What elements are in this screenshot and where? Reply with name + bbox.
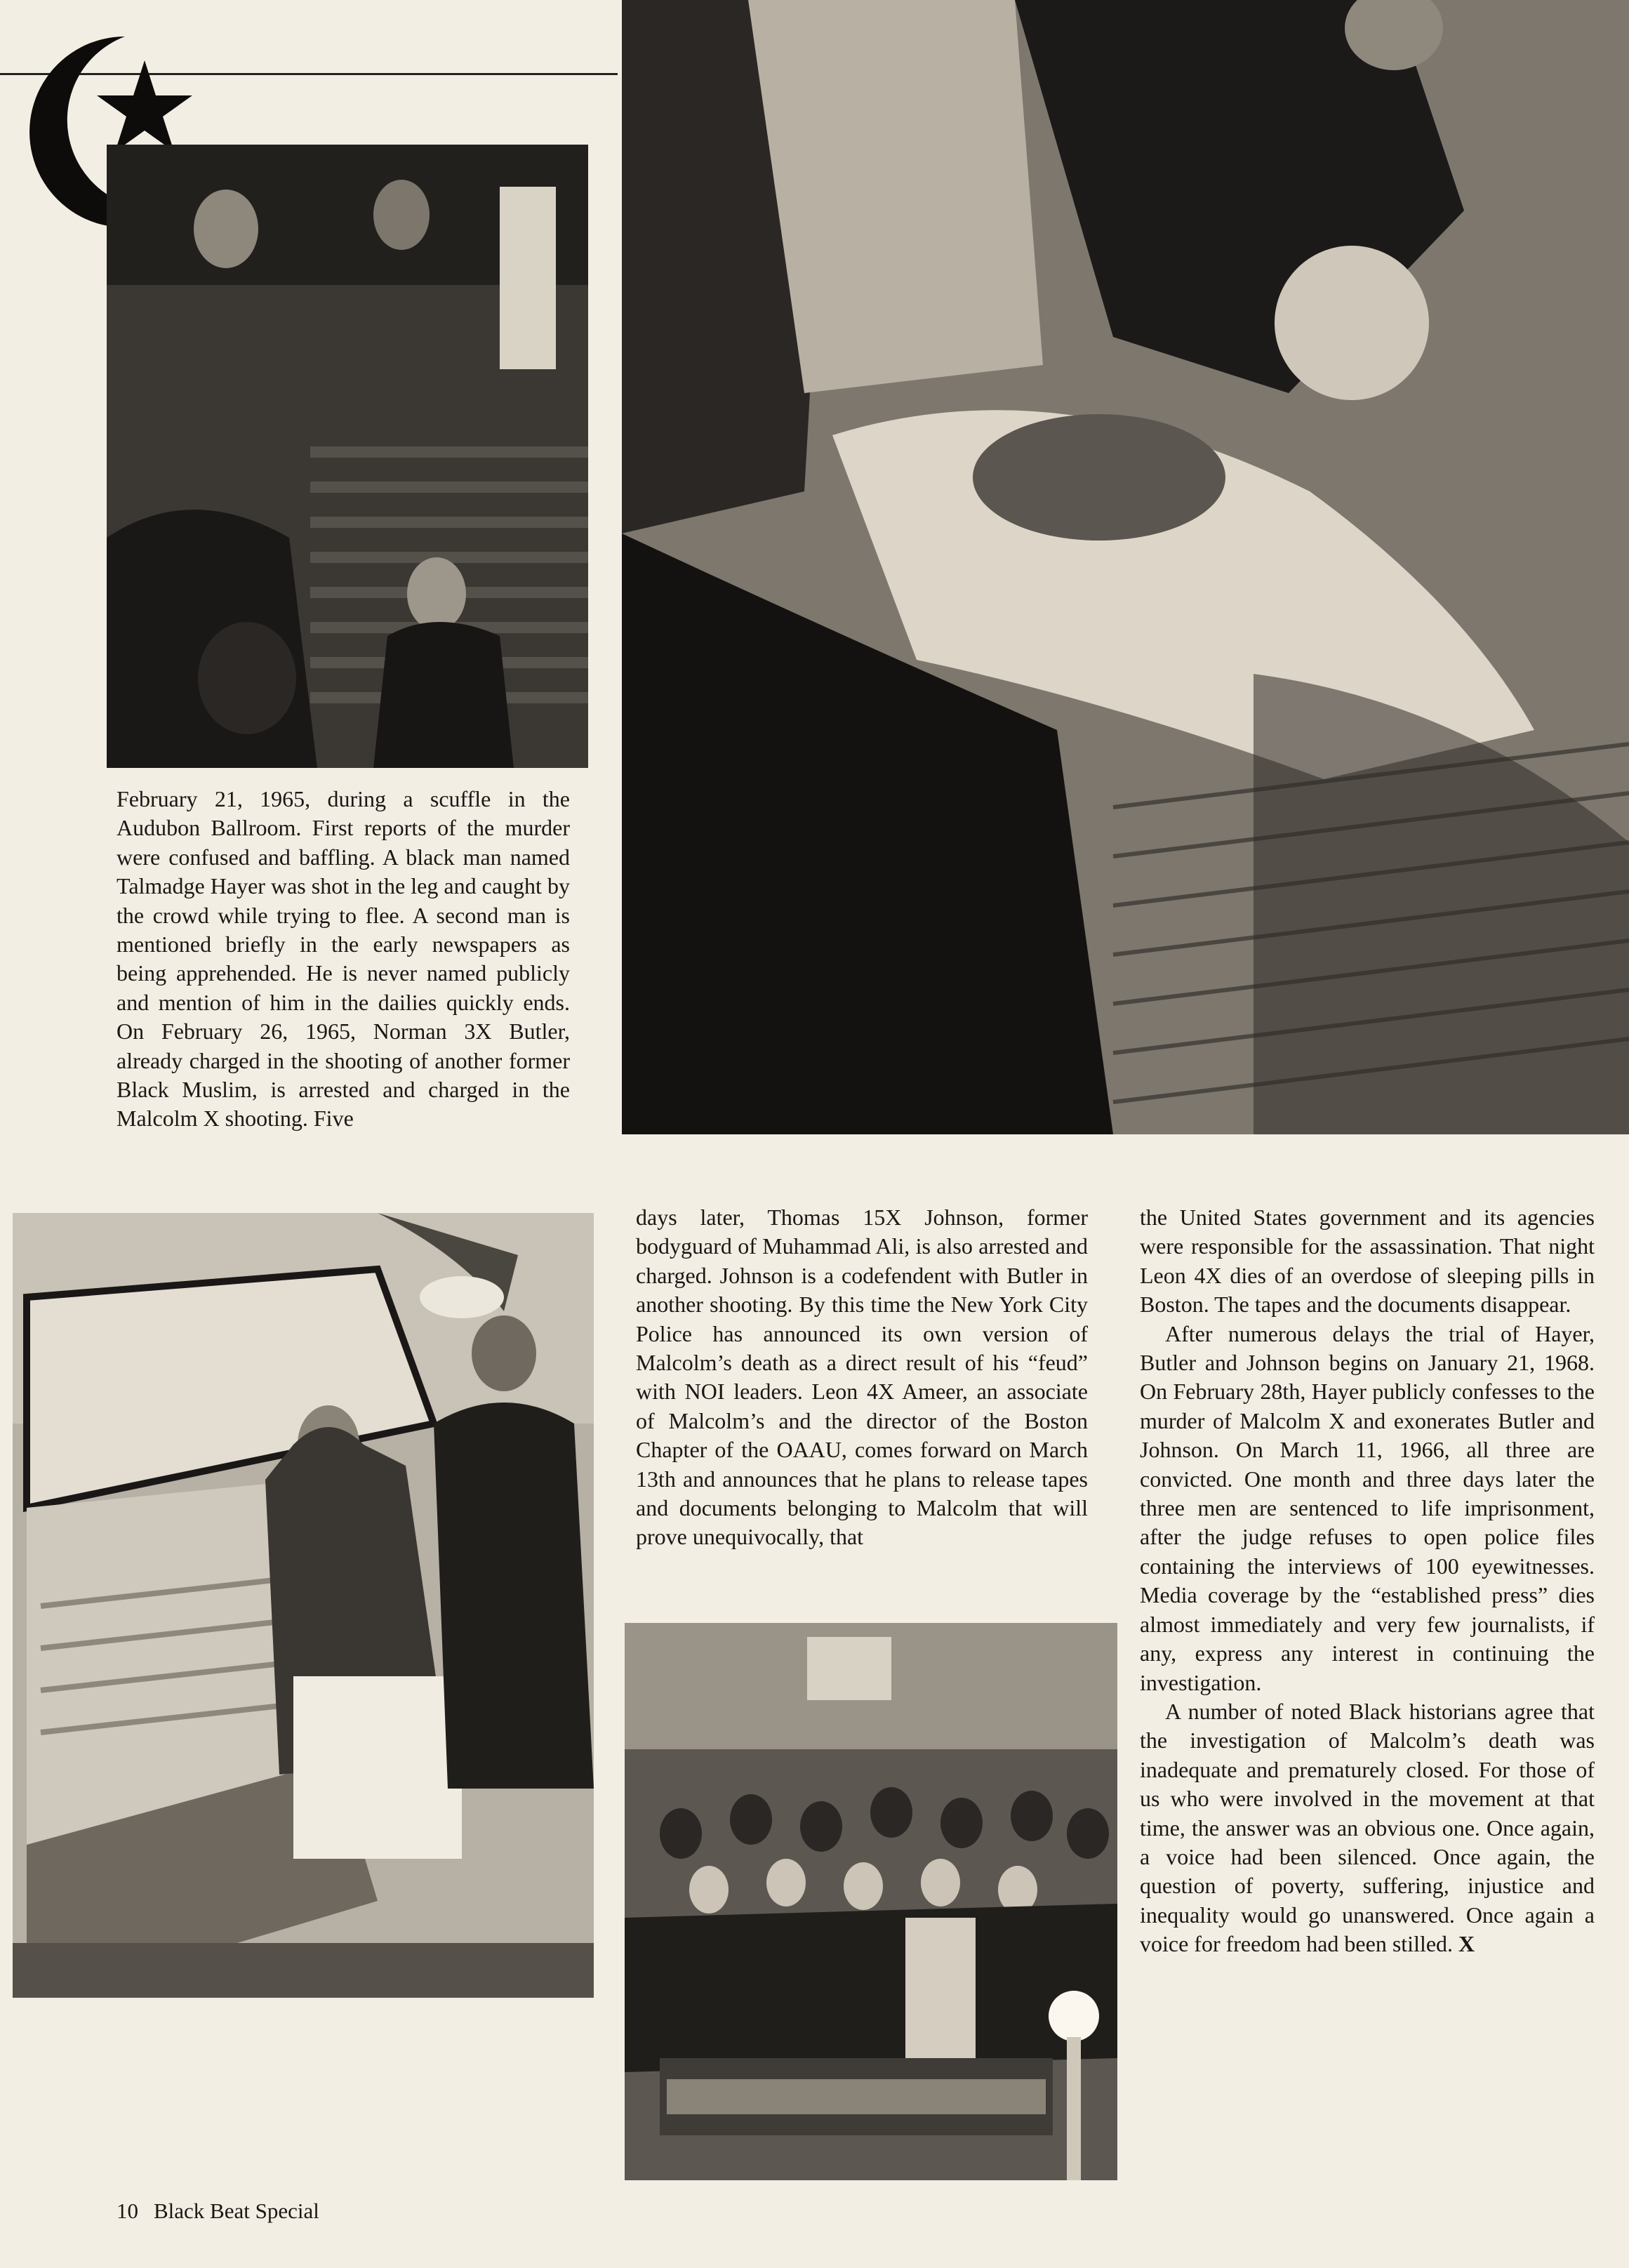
photo-casket-viewing (13, 1213, 594, 1998)
photo-audience-grieving (107, 145, 588, 768)
article-paragraph: After numerous delays the trial of Hayer, Butler and Johnson begins on January 21, 1968. On February 28th, Hayer publicly confesses to the murder of Malcolm X and exonerates Butler and Johnson. On March 11, 1966, all three are convicted. One month and three days later the three men are sentenced to life imprisonment, after the judge refuses to open police files containing the interviews of 100 eyewitnesses. Media coverage by the “established press” dies almost immediately and very few journalists, if any, express any interest in continuing the investigation. (1140, 1320, 1595, 1695)
article-paragraph: the United States government and its agencies were responsible for the assassination. That night Leon 4X dies of an overdose of sleeping pills in Boston. The tapes and the documents disappear. (1140, 1205, 1595, 1318)
photo-funeral-congregation (625, 1623, 1117, 2180)
article-paragraph-final (1140, 1697, 1595, 1959)
publication-name: Black Beat Special (154, 2199, 319, 2223)
page-number: 10 (117, 2199, 138, 2223)
folio (117, 2199, 319, 2224)
article-paragraph-text: A number of noted Black historians agree that the investigation of Malcolm’s death was inadequate and prematurely closed. For those of us who were involved in the movement at that time, the answer was an obvious one. Once again, a voice had been silenced. Once again, the question of poverty, suffering, injustice and inequality would go unanswered. Once again a voice for freedom had been stilled. (1140, 1698, 1595, 1957)
article-column-2 (636, 1203, 1088, 1552)
article-paragraph: days later, Thomas 15X Johnson, former bodyguard of Muhammad Ali, is also arrested and charged. Johnson is a codefendent with Butler in another shooting. By this time the New York City Police has announced its own version of Malcolm’s death as a direct result of his “feud” with NOI leaders. Leon 4X Ameer, an associate of Malcolm’s and the director of the Boston Chapter of the OAAU, comes forward on March 13th and announces that he plans to release tapes and documents belonging to Malcolm that will prove unequivocally, that (636, 1205, 1088, 1550)
photo-malcolm-shot (622, 0, 1629, 1134)
article-column-3 (1140, 1203, 1595, 1959)
end-mark: X (1458, 1931, 1475, 1957)
article-column-1 (117, 785, 570, 1134)
article-paragraph: February 21, 1965, during a scuffle in the Audubon Ballroom. First reports of the murder were confused and baffling. A black man named Talmadge Hayer was shot in the leg and caught by the crowd while trying to flee. A second man is mentioned briefly in the early newspapers as being apprehended. He is never named publicly and mention of him in the dailies quickly ends. On February 26, 1965, Norman 3X Butler, already charged in the shooting of another former Black Muslim, is arrested and charged in the Malcolm X shooting. Five (117, 786, 570, 1132)
